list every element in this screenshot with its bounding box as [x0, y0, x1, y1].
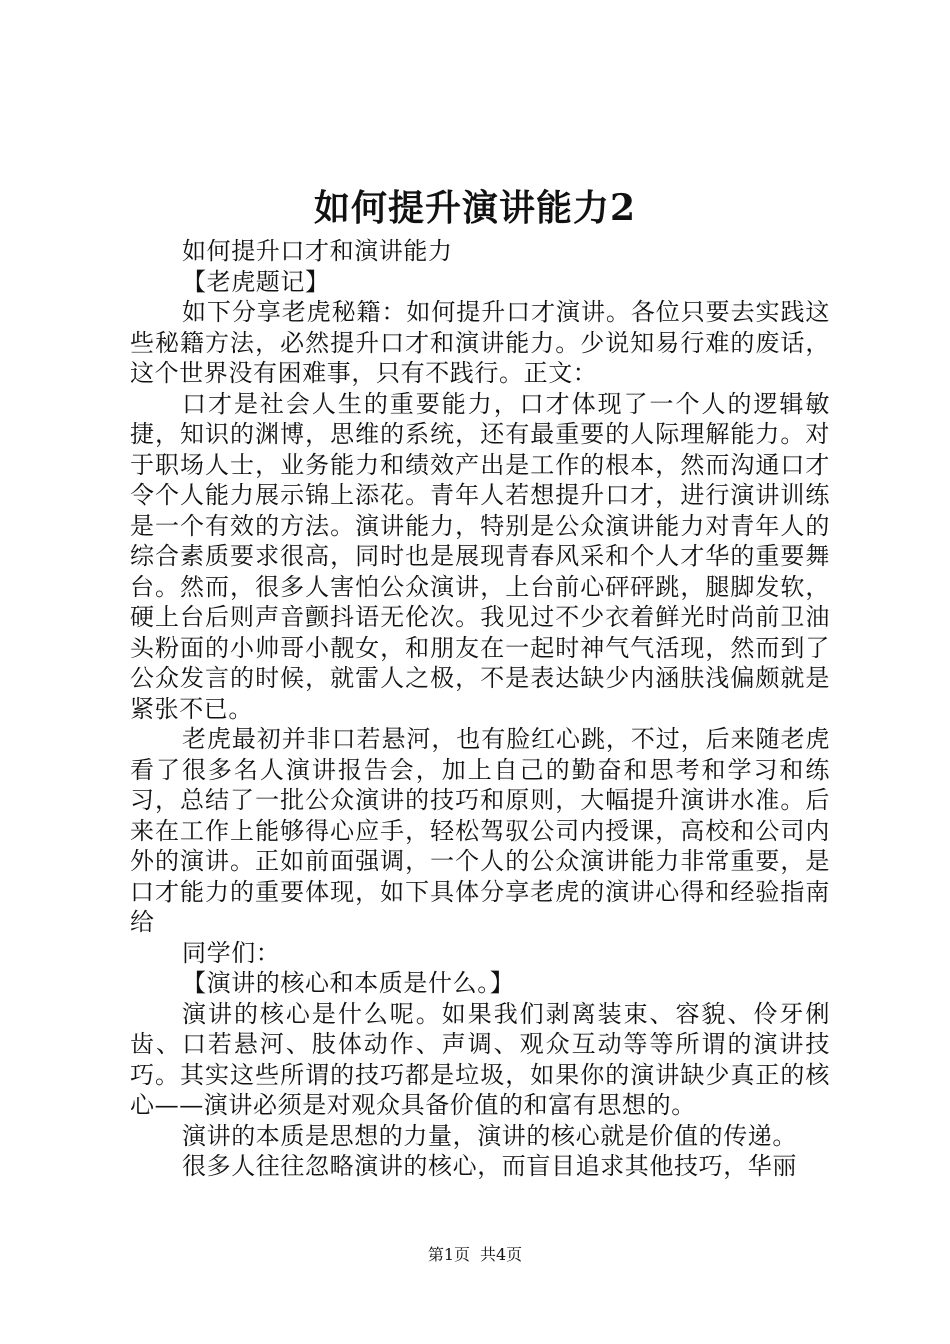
paragraph: 口才是社会人生的重要能力，口才体现了一个人的逻辑敏捷，知识的渊博，思维的系统，还有最重要的人际理解能力。对于职场人士，业务能力和绩效产出是工作的根本，然而沟通口才令个人能力展示锦上添花。青年人若想提升口才，进行演讲训练是一个有效的方法。演讲能力，特别是公众演讲能力对青年人的综合素质要求很高，同时也是展现青春风采和个人才华的重要舞台。然而，很多人害怕公众演讲，上台前心砰砰跳，腿脚发软，硬上台后则声音颤抖语无伦次。我见过不少衣着鲜光时尚前卫油头粉面的小帅哥小靓女，和朋友在一起时神气气活现，然而到了公众发言的时候，就雷人之极，不是表达缺少内涵肤浅偏颇就是紧张不已。	[130, 389, 830, 723]
document-title: 如何提升演讲能力2	[313, 187, 637, 229]
paragraph-section-heading: 【老虎题记】	[182, 267, 330, 296]
paragraph-subtitle: 如何提升口才和演讲能力	[182, 237, 453, 265]
page-footer	[0, 1244, 950, 1266]
paragraph: 很多人往往忽略演讲的核心，而盲目追求其他技巧，华丽	[182, 1152, 797, 1180]
page-number: 第1页	[427, 1245, 470, 1264]
paragraph: 老虎最初并非口若悬河，也有脸红心跳，不过，后来随老虎看了很多名人演讲报告会，加上自己的勤奋和思考和学习和练习，总结了一批公众演讲的技巧和原则，大幅提升演讲水准。后来在工作上能够得心应手，轻松驾驭公司内授课，高校和公司内外的演讲。正如前面强调，一个人的公众演讲能力非常重要，是口才能力的重要体现，如下具体分享老虎的演讲心得和经验指南给	[130, 725, 830, 936]
document-body	[130, 236, 830, 1182]
paragraph: 演讲的核心是什么呢。如果我们剥离装束、容貌、伶牙俐齿、口若悬河、肢体动作、声调、观众互动等等所谓的演讲技巧。其实这些所谓的技巧都是垃圾，如果你的演讲缺少真正的核心——演讲必须是对观众具备价值的和富有思想的。	[130, 999, 830, 1119]
paragraph: 如下分享老虎秘籍：如何提升口才演讲。各位只要去实践这些秘籍方法，必然提升口才和演讲能力。少说知易行难的废话，这个世界没有困难事，只有不践行。正文：	[130, 298, 830, 387]
paragraph: 演讲的本质是思想的力量，演讲的核心就是价值的传递。	[182, 1121, 797, 1150]
paragraph: 同学们：	[182, 938, 281, 967]
paragraph-section-heading: 【演讲的核心和本质是什么。】	[182, 969, 515, 997]
page-total: 共4页	[480, 1245, 523, 1264]
